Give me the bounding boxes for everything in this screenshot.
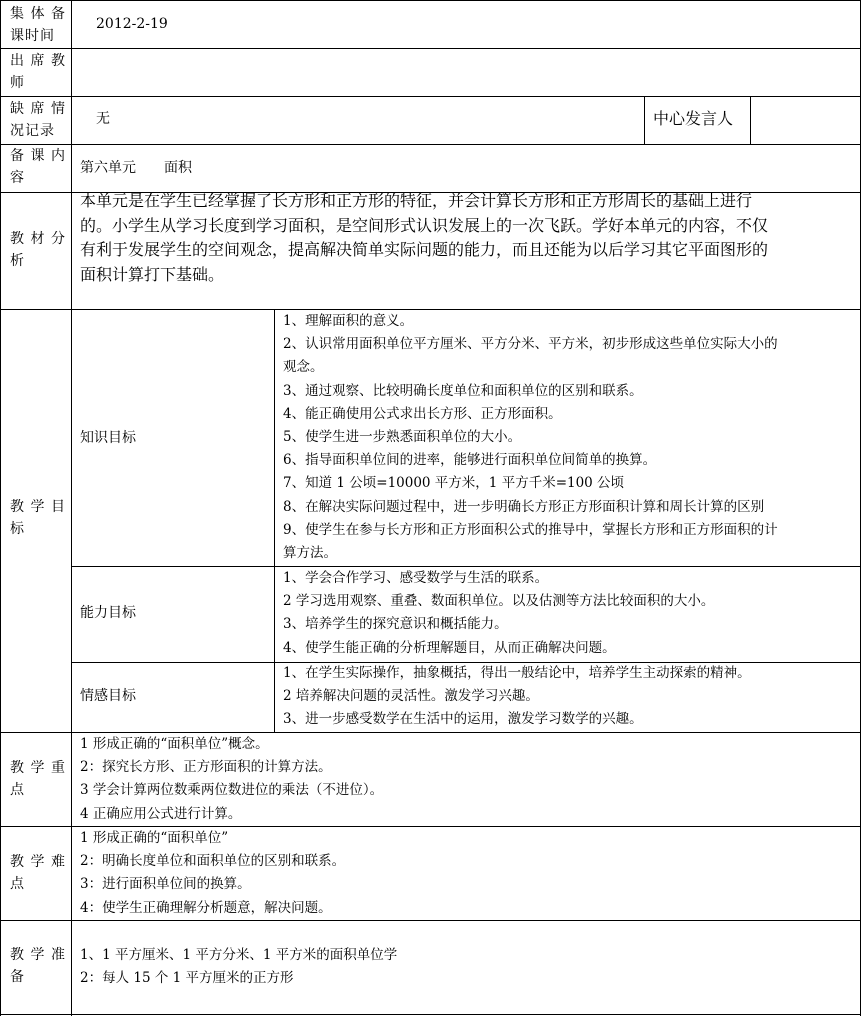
list-item: 2、认识常用面积单位平方厘米、平方分米、平方米，初步形成这些单位实际大小的 [283,336,778,353]
list-item: 算方法。 [283,545,337,562]
list-item: 4、使学生能正确的分析理解题目，从而正确解决问题。 [283,639,616,656]
list-item: 2：探究长方形、正方形面积的计算方法。 [80,759,332,776]
list-item: 观念。 [283,359,324,376]
list-item: 3、培养学生的探究意识和概括能力。 [283,616,508,633]
emotion-goals-list [283,662,751,732]
analysis-line: 面积计算打下基础。 [80,264,225,284]
list-item: 4、能正确使用公式求出长方形、正方形面积。 [283,405,562,422]
list-item: 9、使学生在参与长方形和正方形面积公式的推导中，掌握长方形和正方形面积的计 [283,521,778,538]
speaker-label: 中心发言人 [653,109,734,128]
analysis-line: 的。小学生从学习长度到学习面积，是空间形式认识发展上的一次飞跃。学好本单元的内容，不仅 [80,215,769,235]
list-item: 4：使学生正确理解分析题意，解决问题。 [80,899,332,916]
difficulties-label: 教学难点 [10,854,66,892]
key-points-list [80,733,383,826]
absence-label: 缺席情况记录 [10,101,66,139]
difficulties-list [80,827,345,920]
date-value: 2012-2-19 [96,16,168,32]
date-label: 集体备课时间 [10,6,66,44]
content-value: 第六单元 面积 [80,160,192,176]
list-item: 1、学会合作学习、感受数学与生活的联系。 [283,570,549,586]
list-item: 1 形成正确的“面积单位” [80,830,229,846]
content-label: 备课内容 [10,148,66,186]
list-item: 4 正确应用公式进行计算。 [80,805,242,822]
analysis-text [80,189,768,287]
list-item: 6、指导面积单位间的进率，能够进行面积单位间简单的换算。 [283,452,657,469]
list-item: 3、通过观察、比较明确长度单位和面积单位的区别和联系。 [283,382,643,399]
list-item: 1、1 平方厘米、1 平方分米、1 平方米的面积单位学 [80,947,398,963]
list-item: 2 培养解决问题的灵活性。激发学习兴趣。 [283,688,539,705]
analysis-label: 教材分析 [10,231,66,269]
list-item: 3、进一步感受数学在生活中的运用，激发学习数学的兴趣。 [283,711,643,728]
list-item: 2：明确长度单位和面积单位的区别和联系。 [80,853,346,870]
list-item: 2 学习选用观察、重叠、数面积单位。以及估测等方法比较面积的大小。 [283,593,715,610]
list-item: 3 学会计算两位数乘两位数进位的乘法（不进位）。 [80,782,384,799]
list-item: 7、知道 1 公顷=10000 平方米，1 平方千米=100 公顷 [283,475,625,492]
list-item: 5、使学生进一步熟悉面积单位的大小。 [283,429,522,446]
list-item: 2：每人 15 个 1 平方厘米的正方形 [80,970,294,987]
list-item: 1 形成正确的“面积单位”概念。 [80,736,269,752]
analysis-line: 有利于发展学生的空间观念，提高解决简单实际问题的能力，而且还能为以后学习其它平面图形的 [80,240,769,259]
preparation-list [80,944,397,990]
list-item: 8、在解决实际问题过程中，进一步明确长方形正方形面积计算和周长计算的区别 [283,498,765,515]
goals-label: 教学目标 [10,499,66,537]
analysis-line: 本单元是在学生已经掌握了长方形和正方形的特征，并会计算长方形和正方形周长的基础上进行 [80,191,753,210]
knowledge-goals-label: 知识目标 [80,430,136,446]
list-item: 3：进行面积单位间的换算。 [80,876,251,893]
emotion-goals-label: 情感目标 [80,688,136,704]
attendees-label: 出席教师 [10,53,66,91]
key-points-label: 教学重点 [10,760,66,798]
list-item: 1、理解面积的意义。 [283,313,414,329]
absence-value: 无 [96,111,110,127]
ability-goals-label: 能力目标 [80,605,136,621]
knowledge-goals-list [283,310,778,565]
preparation-label: 教学准备 [10,947,66,985]
ability-goals-list [283,567,714,660]
list-item: 1、在学生实际操作，抽象概括，得出一般结论中，培养学生主动探索的精神。 [283,665,751,681]
